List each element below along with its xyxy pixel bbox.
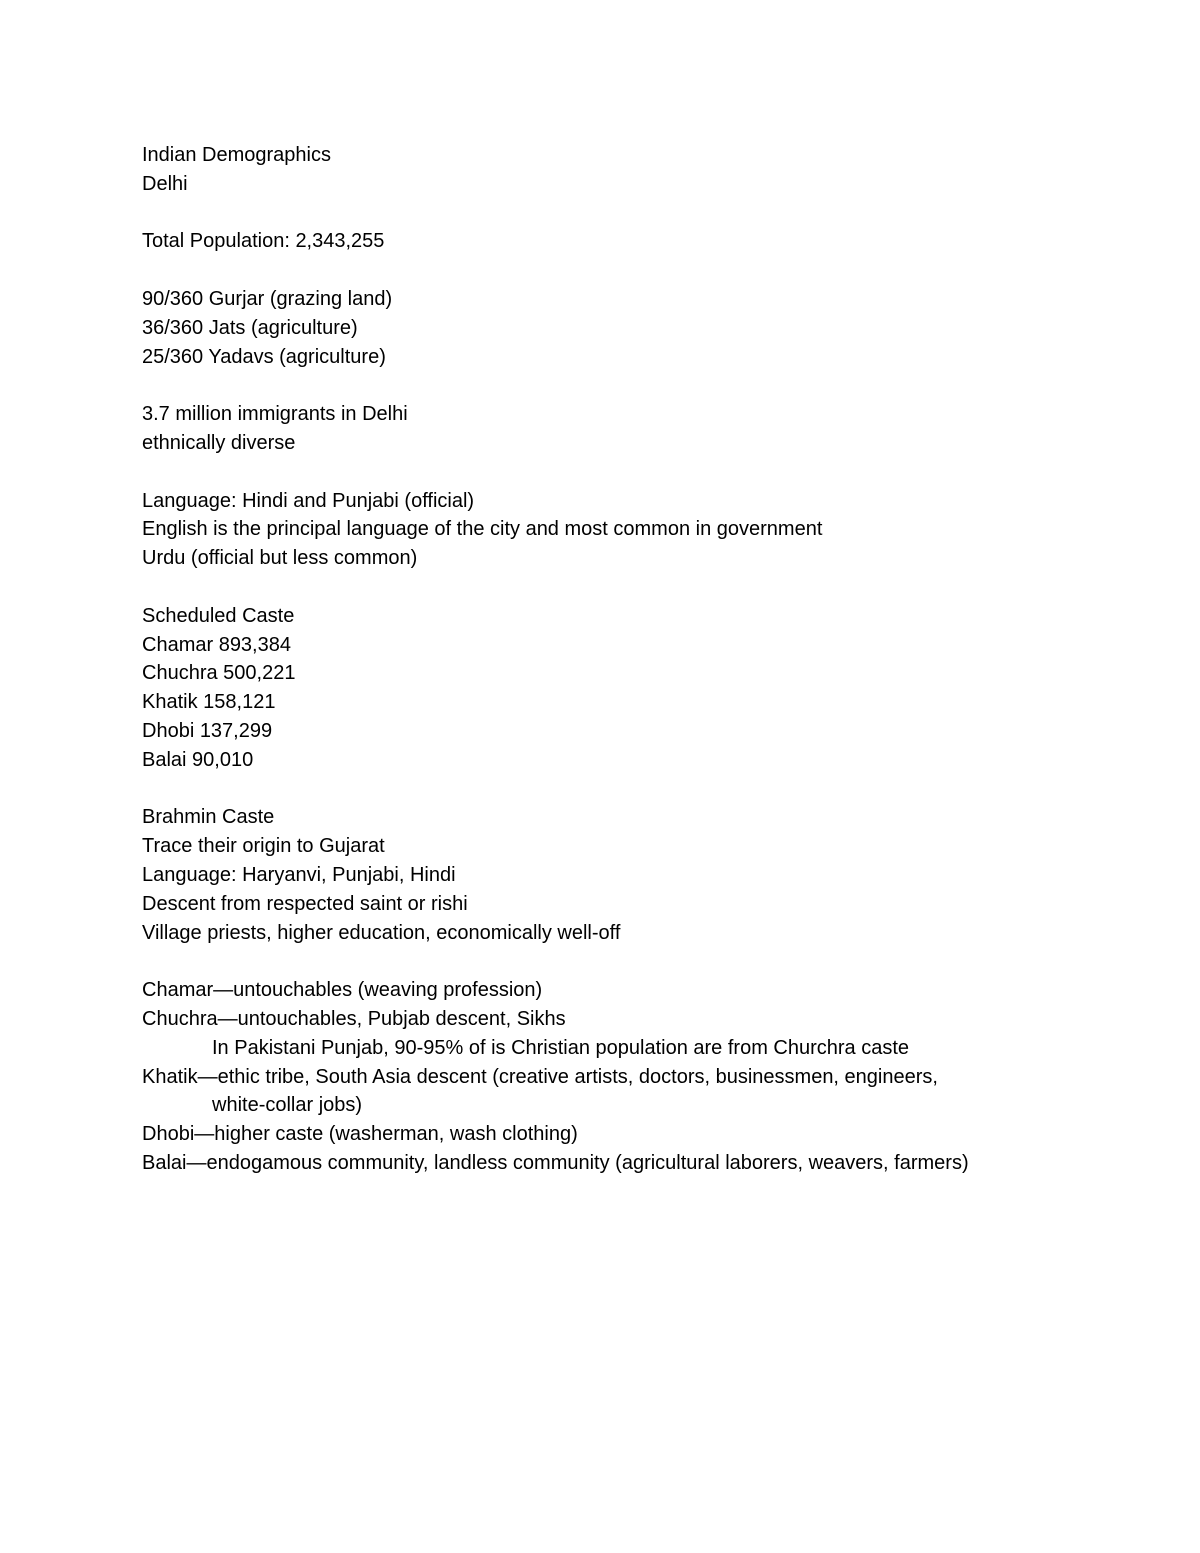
- spacer: [142, 947, 1062, 976]
- scheduled-caste-section: [142, 602, 1062, 775]
- document-body: [142, 141, 1062, 1178]
- caste-description-dhobi: Dhobi—higher caste (washerman, wash clothing): [142, 1123, 578, 1146]
- brahmin-caste-section: [142, 803, 1062, 947]
- brahmin-caste-item: Language: Haryanvi, Punjabi, Hindi: [142, 863, 456, 886]
- language-line: Language: Hindi and Punjabi (official): [142, 489, 475, 512]
- caste-description-khatik: Khatik—ethic tribe, South Asia descent (creative artists, doctors, businessmen, engineers,: [142, 1065, 938, 1088]
- scheduled-caste-item: Khatik 158,121: [142, 691, 276, 714]
- immigration-section: [142, 400, 1062, 458]
- scheduled-caste-item: Chamar 893,384: [142, 633, 291, 656]
- caste-description-balai: Balai—endogamous community, landless community (agricultural laborers, weavers, farmers): [142, 1151, 969, 1174]
- group-item: 36/360 Jats (agriculture): [142, 316, 358, 339]
- scheduled-caste-item: Chuchra 500,221: [142, 662, 296, 685]
- language-line: Urdu (official but less common): [142, 547, 418, 570]
- spacer: [142, 256, 1062, 285]
- spacer: [142, 573, 1062, 602]
- scheduled-caste-heading: Scheduled Caste: [142, 604, 295, 627]
- caste-description-chuchra-note: In Pakistani Punjab, 90-95% of is Christian population are from Churchra caste: [212, 1036, 910, 1059]
- language-line: English is the principal language of the city and most common in government: [142, 518, 823, 541]
- document-title: Indian Demographics: [142, 144, 331, 166]
- city-name: Delhi: [142, 172, 188, 195]
- immigration-line: ethnically diverse: [142, 431, 296, 454]
- scheduled-caste-item: Dhobi 137,299: [142, 719, 273, 742]
- spacer: [142, 371, 1062, 400]
- total-population: Total Population: 2,343,255: [142, 230, 385, 253]
- group-list: [142, 285, 1062, 371]
- caste-description-khatik-continued: white-collar jobs): [212, 1094, 363, 1117]
- spacer: [142, 199, 1062, 228]
- immigration-line: 3.7 million immigrants in Delhi: [142, 403, 408, 426]
- brahmin-caste-item: Village priests, higher education, economically well-off: [142, 921, 621, 944]
- spacer: [142, 458, 1062, 487]
- caste-description-chuchra: Chuchra—untouchables, Pubjab descent, Sikhs: [142, 1007, 566, 1030]
- brahmin-caste-item: Descent from respected saint or rishi: [142, 892, 468, 915]
- caste-description-chamar: Chamar—untouchables (weaving profession): [142, 979, 543, 1002]
- scheduled-caste-item: Balai 90,010: [142, 748, 254, 771]
- language-section: [142, 487, 1062, 573]
- group-item: 90/360 Gurjar (grazing land): [142, 287, 393, 310]
- spacer: [142, 775, 1062, 804]
- brahmin-caste-item: Trace their origin to Gujarat: [142, 835, 385, 858]
- caste-descriptions-section: [142, 976, 1062, 1178]
- group-item: 25/360 Yadavs (agriculture): [142, 345, 386, 368]
- brahmin-caste-heading: Brahmin Caste: [142, 806, 275, 829]
